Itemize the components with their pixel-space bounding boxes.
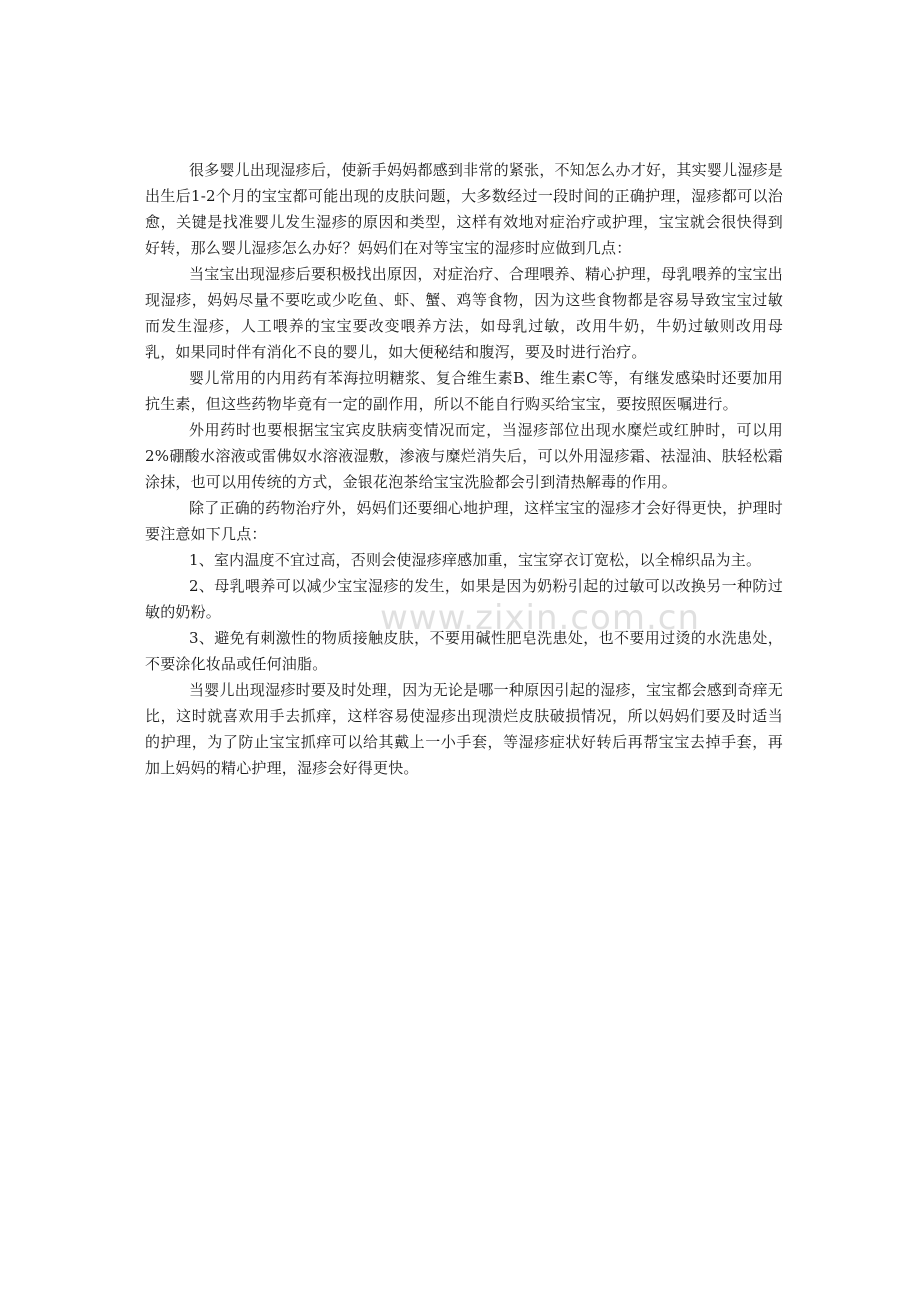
paragraph-conclusion: 当婴儿出现湿疹时要及时处理，因为无论是哪一种原因引起的湿疹，宝宝都会感到奇痒无比，这时就喜欢用手去抓痒，这样容易使湿疹出现溃烂皮肤破损情况，所以妈妈们要及时适当的护理，为了防止宝宝抓痒可以给其戴上一小手套，等湿疹症状好转后再帮宝宝去掉手套，再加上妈妈的精心护理，湿疹会好得更快。 (145, 681, 783, 777)
list-item-temperature: 1、室内温度不宜过高，否则会使湿疹痒感加重，宝宝穿衣订宽松，以全棉织品为主。 (189, 551, 762, 569)
document-body (145, 157, 783, 781)
list-item-breastfeeding: 2、母乳喂养可以减少宝宝湿疹的发生，如果是因为奶粉引起的过敏可以改换另一种防过敏的奶粉。 (145, 577, 783, 621)
paragraph-internal-medicine: 婴儿常用的内用药有苯海拉明糖浆、复合维生素B、维生素C等，有继发感染时还要加用抗生素，但这些药物毕竟有一定的副作用，所以不能自行购买给宝宝，要按照医嘱进行。 (145, 369, 783, 413)
watermark-text: www.zixin.com.cn (380, 598, 700, 638)
paragraph-intro: 很多婴儿出现湿疹后，使新手妈妈都感到非常的紧张，不知怎么办才好，其实婴儿湿疹是出生后1-2个月的宝宝都可能出现的皮肤问题，大多数经过一段时间的正确护理，湿疹都可以治愈，关键是找准婴儿发生湿疹的原因和类型，这样有效地对症治疗或护理，宝宝就会很快得到好转，那么婴儿湿疹怎么办好？妈妈们在对等宝宝的湿疹时应做到几点： (145, 161, 783, 257)
paragraph-causes: 当宝宝出现湿疹后要积极找出原因，对症治疗、合理喂养、精心护理，母乳喂养的宝宝出现湿疹，妈妈尽量不要吃或少吃鱼、虾、蟹、鸡等食物，因为这些食物都是容易导致宝宝过敏而发生湿疹，人工喂养的宝宝要改变喂养方法，如母乳过敏，改用牛奶，牛奶过敏则改用母乳，如果同时伴有消化不良的婴儿，如大便秘结和腹泻，要及时进行治疗。 (145, 265, 783, 361)
paragraph-external-medicine: 外用药时也要根据宝宝宾皮肤病变情况而定，当湿疹部位出现水糜烂或红肿时，可以用2%硼酸水溶液或雷佛奴水溶液湿敷，渗液与糜烂消失后，可以外用湿疹霜、祛湿油、肤轻松霜涂抹，也可以用传统的方式，金银花泡茶给宝宝洗脸都会引到清热解毒的作用。 (145, 421, 783, 491)
list-item-avoid-irritants: 3、避免有刺激性的物质接触皮肤，不要用碱性肥皂洗患处，也不要用过烫的水洗患处，不要涂化妆品或任何油脂。 (145, 629, 783, 673)
paragraph-care-intro: 除了正确的药物治疗外，妈妈们还要细心地护理，这样宝宝的湿疹才会好得更快，护理时要注意如下几点： (145, 499, 783, 543)
